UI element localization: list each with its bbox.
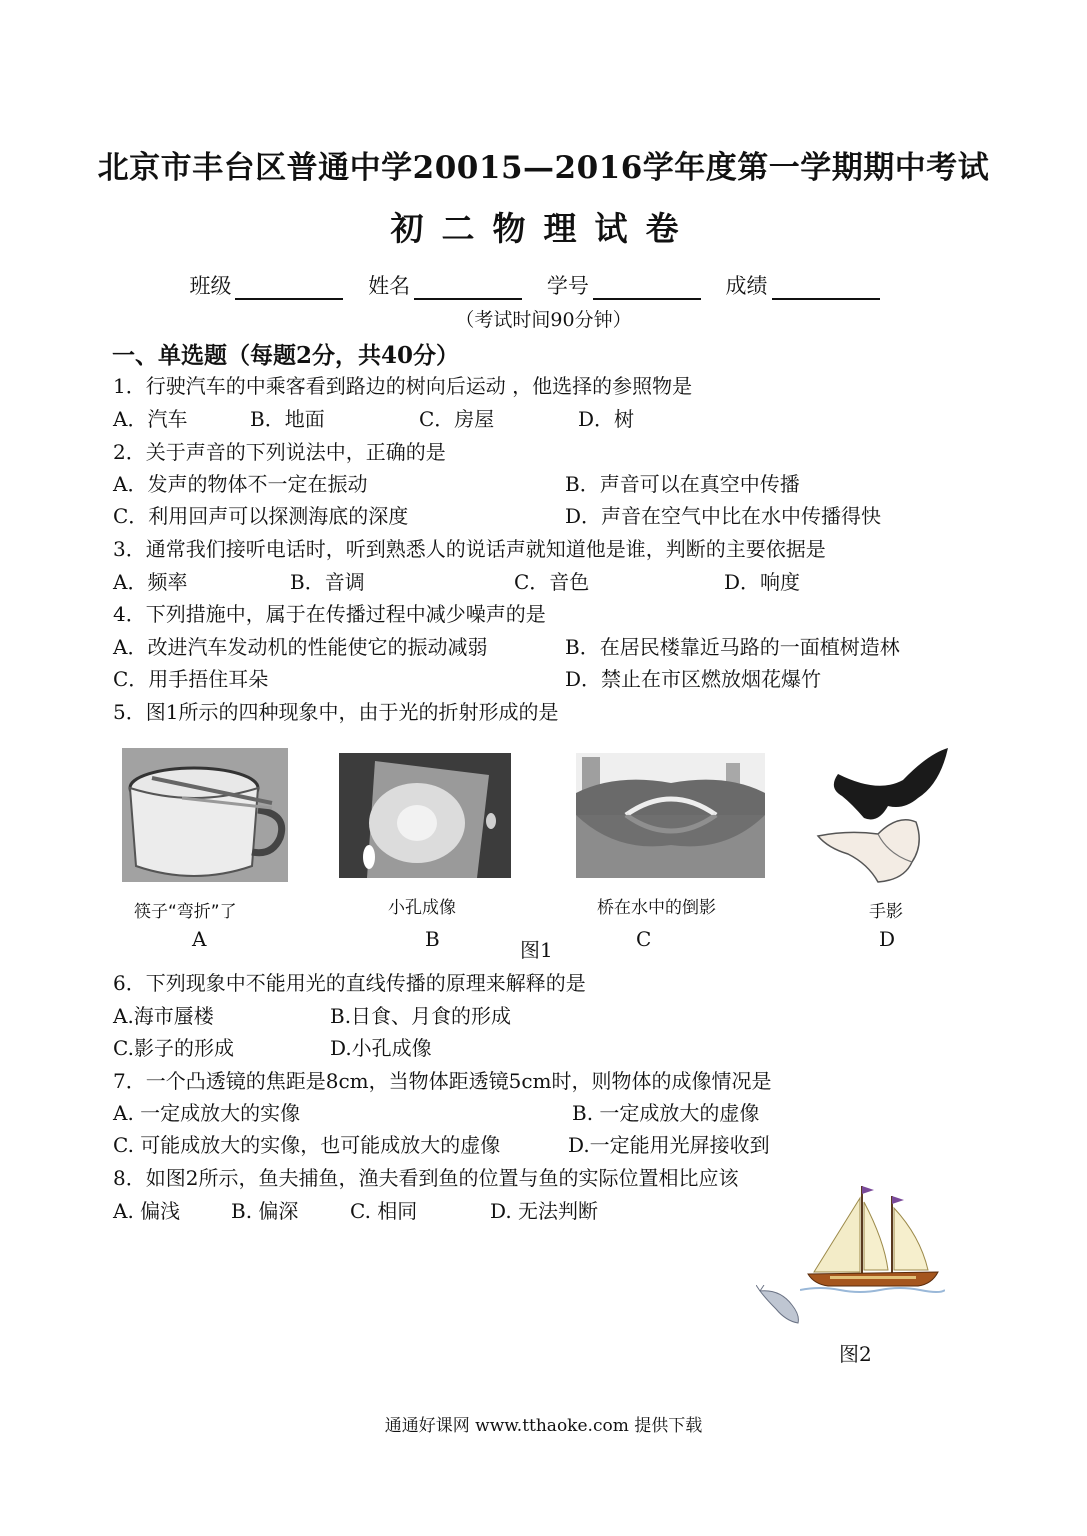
option: B．声音可以在真空中传播 xyxy=(565,472,800,496)
figure1-caption-b: 小孔成像 xyxy=(388,898,456,918)
option: D．响度 xyxy=(724,570,801,594)
figure1-caption-d: 手影 xyxy=(869,902,903,922)
option: C．利用回声可以探测海底的深度 xyxy=(113,504,409,528)
section-heading: 一、单选题（每题2分，共40分） xyxy=(112,342,460,369)
field-class-blank xyxy=(235,276,343,300)
option: D．声音在空气中比在水中传播得快 xyxy=(565,504,882,528)
option: C.影子的形成 xyxy=(113,1036,234,1060)
field-class-label: 班级 xyxy=(189,274,232,298)
option: B．地面 xyxy=(250,407,325,431)
option: B．音调 xyxy=(290,570,365,594)
option: D．禁止在市区燃放烟花爆竹 xyxy=(565,667,822,691)
question-stem: 8．如图2所示，鱼夫捕鱼，渔夫看到鱼的位置与鱼的实际位置相比应该 xyxy=(113,1166,739,1190)
option: C．音色 xyxy=(514,570,590,594)
option: C．用手捂住耳朵 xyxy=(113,667,269,691)
figure1-label: 图1 xyxy=(520,938,553,962)
exam-time-note: （考试时间90分钟） xyxy=(455,309,632,331)
question-stem: 7．一个凸透镜的焦距是8cm，当物体距透镜5cm时，则物体的成像情况是 xyxy=(113,1069,772,1093)
figure1-letter-c: C xyxy=(636,927,652,951)
field-name-label: 姓名 xyxy=(368,274,411,298)
option: A.海市蜃楼 xyxy=(113,1004,214,1028)
bridge-reflection-image xyxy=(576,753,765,878)
option: B.日食、月食的形成 xyxy=(330,1004,512,1028)
sailboat-image xyxy=(800,1180,945,1295)
option: D.一定能用光屏接收到 xyxy=(568,1133,770,1157)
fish-image xyxy=(756,1285,804,1327)
option: A．汽车 xyxy=(113,407,188,431)
option: B. 偏深 xyxy=(231,1199,299,1223)
option: D.小孔成像 xyxy=(330,1036,432,1060)
option: B. 一定成放大的虚像 xyxy=(572,1101,760,1125)
student-info-fields xyxy=(0,270,1087,300)
field-score-label: 成绩 xyxy=(725,274,768,298)
option: A. 一定成放大的实像 xyxy=(113,1101,301,1125)
question-stem: 6．下列现象中不能用光的直线传播的原理来解释的是 xyxy=(113,971,586,995)
question-stem: 5．图1所示的四种现象中，由于光的折射形成的是 xyxy=(113,700,559,724)
hand-shadow-image xyxy=(808,744,950,884)
option: A. 偏浅 xyxy=(113,1199,181,1223)
field-name-blank xyxy=(414,276,522,300)
figure1-letter-a: A xyxy=(192,927,207,951)
option: A．频率 xyxy=(113,570,188,594)
field-id-blank xyxy=(593,276,701,300)
figure1-letter-d: D xyxy=(879,927,896,951)
option: D. 无法判断 xyxy=(490,1199,599,1223)
field-score-blank xyxy=(772,276,880,300)
field-id-label: 学号 xyxy=(546,274,589,298)
question-stem: 3．通常我们接听电话时，听到熟悉人的说话声就知道他是谁，判断的主要依据是 xyxy=(113,537,826,561)
exam-subtitle: 初二物理试卷 xyxy=(390,209,697,248)
figure1-caption-c: 桥在水中的倒影 xyxy=(597,898,716,918)
option: C. 可能成放大的实像，也可能成放大的虚像 xyxy=(113,1133,501,1157)
option: C．房屋 xyxy=(419,407,495,431)
page-footer: 通通好课网 www.tthaoke.com 提供下载 xyxy=(384,1416,703,1436)
question-stem: 4．下列措施中，属于在传播过程中减少噪声的是 xyxy=(113,602,546,626)
figure1-letter-b: B xyxy=(425,927,440,951)
chopsticks-cup-image xyxy=(122,748,288,882)
question-stem: 2．关于声音的下列说法中，正确的是 xyxy=(113,440,446,464)
figure2-label: 图2 xyxy=(839,1342,872,1366)
figure1-caption-a: 筷子“弯折”了 xyxy=(134,902,237,922)
option: B．在居民楼靠近马路的一面植树造林 xyxy=(565,635,900,659)
question-stem: 1．行驶汽车的中乘客看到路边的树向后运动 ，他选择的参照物是 xyxy=(113,374,693,398)
option: A．改进汽车发动机的性能使它的振动减弱 xyxy=(113,635,488,659)
option: A．发声的物体不一定在振动 xyxy=(113,472,368,496)
option: C. 相同 xyxy=(350,1199,418,1223)
option: D．树 xyxy=(578,407,635,431)
pinhole-image xyxy=(339,753,511,878)
exam-title: 北京市丰台区普通中学20015—2016学年度第一学期期中考试 xyxy=(97,150,990,186)
